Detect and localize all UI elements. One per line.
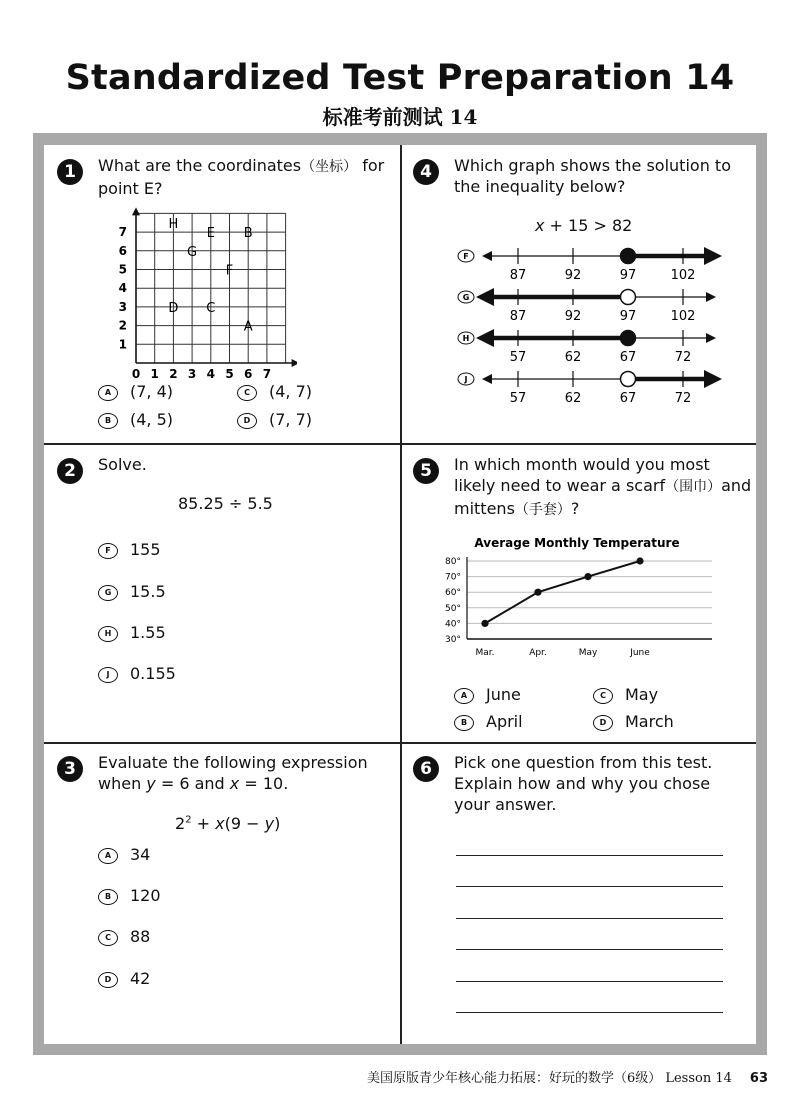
- bubble-letter: G: [462, 293, 470, 302]
- tick-label: 102: [670, 309, 696, 324]
- q1-option-d[interactable]: [237, 410, 312, 429]
- arrow-left: [482, 374, 492, 384]
- x-tick-label: 2: [169, 367, 178, 381]
- option-text: 0.155: [130, 664, 176, 683]
- page-footer: [367, 1067, 768, 1086]
- question-6-number: 6: [413, 756, 439, 782]
- q5-text-e: ?: [570, 499, 580, 518]
- question-1-number: 1: [57, 159, 83, 185]
- q2-option-h[interactable]: [98, 623, 166, 642]
- answer-bubble[interactable]: G: [98, 585, 118, 601]
- option-text: 1.55: [130, 623, 166, 642]
- q1-option-b[interactable]: [98, 410, 173, 429]
- q5-option-b[interactable]: [454, 712, 523, 731]
- q2-option-j[interactable]: [98, 664, 176, 683]
- y-tick-label: 40°: [445, 619, 461, 630]
- answer-bubble[interactable]: A: [454, 688, 474, 704]
- question-5-number: 5: [413, 458, 439, 484]
- question-3-text: [98, 752, 393, 794]
- x-tick-label: Apr.: [529, 648, 547, 658]
- option-text: (7, 4): [130, 382, 174, 401]
- answer-bubble[interactable]: C: [593, 688, 613, 704]
- q4-text-a: Which graph shows the solution to: [454, 156, 731, 175]
- y-tick-label: 60°: [445, 588, 461, 599]
- question-2-text: Solve.: [98, 455, 147, 474]
- question-4-number: 4: [413, 159, 439, 185]
- q5-text-d: mittens: [454, 499, 515, 518]
- x-tick-label: May: [578, 648, 598, 658]
- page-number: 63: [749, 1071, 768, 1086]
- option-text: 15.5: [130, 582, 166, 601]
- y-axis-arrow: [132, 207, 140, 215]
- number-line-g: [458, 288, 716, 324]
- x-tick-label: 0: [131, 367, 141, 381]
- x-axis-arrow: [292, 359, 297, 367]
- option-text: April: [486, 712, 523, 731]
- q6-text-c: your answer.: [454, 795, 557, 814]
- answer-bubble[interactable]: D: [98, 972, 118, 988]
- tick-label: 97: [619, 268, 637, 283]
- data-point-apr: [534, 589, 541, 596]
- option-text: (4, 7): [269, 382, 313, 401]
- page-subtitle: 标准考前测试 14: [322, 105, 478, 129]
- grid-divider-row2: [44, 742, 756, 744]
- q2-option-g[interactable]: [98, 582, 166, 601]
- answer-bubble[interactable]: D: [593, 715, 613, 731]
- question-2-number: 2: [57, 458, 83, 484]
- tick-label: 92: [564, 268, 582, 283]
- expr-close: ): [274, 814, 281, 833]
- x-tick-label: 5: [225, 367, 234, 381]
- question-6-text: [454, 752, 754, 815]
- grid-divider-vertical: [400, 145, 402, 1044]
- answer-bubble[interactable]: B: [98, 889, 118, 905]
- q5-text-cn2: （手套）: [514, 502, 571, 518]
- question-5-text: [454, 454, 754, 521]
- bubble-letter: H: [462, 334, 470, 343]
- answer-bubble[interactable]: C: [237, 385, 257, 401]
- number-line-j: [458, 370, 722, 406]
- coordinate-grid: [112, 203, 297, 383]
- q3-var-x: x: [229, 774, 240, 793]
- grid-divider-row1: [44, 443, 756, 445]
- x-tick-label: 6: [244, 367, 253, 381]
- data-point-mar: [481, 620, 488, 627]
- q1-option-c[interactable]: [237, 382, 312, 401]
- ineq-rest: + 15 > 82: [544, 216, 633, 235]
- x-tick-label: June: [630, 648, 650, 658]
- tick-label: 87: [509, 309, 527, 324]
- tick-label: 57: [509, 350, 527, 365]
- footer-text: 美国原版青少年核心能力拓展：好玩的数学（6级） Lesson 14: [366, 1071, 732, 1086]
- option-text: 42: [130, 969, 151, 988]
- q1-text-a: What are the coordinates: [98, 156, 302, 175]
- arrow-left: [482, 251, 492, 261]
- answer-line[interactable]: [456, 1012, 723, 1013]
- tick-label: 62: [564, 391, 582, 406]
- x-tick-label: 1: [150, 367, 159, 381]
- x-tick-label: 3: [187, 367, 197, 381]
- page-title: Standardized Test Preparation 14: [65, 58, 735, 98]
- expression: [175, 814, 280, 833]
- solution-arrow: [704, 247, 722, 265]
- point-d: D: [168, 300, 179, 316]
- temperature-chart: [440, 532, 725, 662]
- y-tick-label: 80°: [445, 557, 461, 567]
- y-tick-label: 7: [118, 225, 127, 240]
- q2-option-f[interactable]: [98, 540, 161, 559]
- y-tick-label: 4: [118, 281, 127, 296]
- q5-text-cn1: （围巾）: [665, 479, 722, 495]
- answer-bubble[interactable]: J: [98, 667, 118, 683]
- y-tick-label: 6: [118, 243, 127, 258]
- point-g: G: [187, 244, 198, 260]
- q5-option-d[interactable]: [593, 712, 674, 731]
- answer-bubble[interactable]: H: [98, 626, 118, 642]
- answer-line[interactable]: [456, 855, 723, 856]
- q6-text-b: Explain how and why you chose: [454, 774, 711, 793]
- q3-text-d: = 10.: [239, 774, 289, 793]
- point-c: C: [206, 300, 216, 316]
- q4-text-b: the inequality below?: [454, 177, 626, 196]
- number-line-h: [458, 329, 716, 365]
- number-lines: [448, 240, 723, 410]
- point-h: H: [168, 216, 179, 232]
- bubble-letter: J: [464, 375, 468, 384]
- q5-option-c[interactable]: [593, 685, 658, 704]
- y-tick-label: 50°: [445, 603, 461, 614]
- point-e: E: [206, 226, 215, 242]
- q3-option-c[interactable]: [98, 927, 150, 946]
- question-4-text: [454, 155, 749, 197]
- y-tick-label: 5: [118, 262, 127, 277]
- q5-option-a[interactable]: [454, 685, 521, 704]
- inequality: [535, 216, 632, 235]
- q1-text-b: point E?: [98, 179, 163, 198]
- option-text: 34: [130, 845, 151, 864]
- open-point: [621, 290, 636, 305]
- option-text: May: [625, 685, 659, 704]
- answer-bubble[interactable]: F: [98, 543, 118, 559]
- q6-text-a: Pick one question from this test.: [454, 753, 713, 772]
- closed-point: [621, 249, 636, 264]
- y-tick-label: 1: [118, 337, 127, 352]
- solution-arrow: [476, 288, 494, 306]
- chart-title: Average Monthly Temperature: [474, 536, 680, 550]
- expr-exponent: 2: [185, 814, 192, 826]
- point-a: A: [243, 319, 253, 335]
- solution-arrow: [476, 329, 494, 347]
- tick-label: 62: [564, 350, 582, 365]
- expr-x: x: [215, 814, 225, 833]
- q1-text-cn: （坐标）: [301, 159, 358, 175]
- q3-text-c: = 6 and: [155, 774, 230, 793]
- q3-option-a[interactable]: [98, 845, 150, 864]
- y-tick-label: 70°: [445, 572, 461, 583]
- answer-bubble[interactable]: D: [237, 413, 257, 429]
- answer-bubble[interactable]: A: [98, 848, 118, 864]
- tick-label: 72: [674, 350, 692, 365]
- expr-paren: (9 −: [224, 814, 265, 833]
- expr-y: y: [264, 814, 275, 833]
- question-3-number: 3: [57, 756, 83, 782]
- y-tick-label: 2: [118, 318, 127, 333]
- q1-text-for: for: [357, 156, 385, 175]
- arrow-right: [706, 292, 716, 302]
- solution-arrow: [704, 370, 722, 388]
- q3-text-b: when: [98, 774, 147, 793]
- tick-label: 57: [509, 391, 527, 406]
- option-text: 88: [130, 927, 151, 946]
- answer-line[interactable]: [456, 918, 723, 919]
- tick-label: 92: [564, 309, 582, 324]
- q5-text-a: In which month would you most: [454, 455, 710, 474]
- tick-label: 72: [674, 391, 692, 406]
- x-tick-label: 7: [262, 367, 272, 381]
- q5-text-b: likely need to wear a scarf: [454, 476, 666, 495]
- option-text: March: [625, 712, 674, 731]
- x-tick-label: Mar.: [475, 648, 495, 658]
- option-text: 155: [130, 540, 161, 559]
- q1-option-a[interactable]: [98, 382, 173, 401]
- answer-bubble[interactable]: B: [454, 715, 474, 731]
- tick-label: 87: [509, 268, 527, 283]
- tick-label: 97: [619, 309, 637, 324]
- answer-bubble[interactable]: A: [98, 385, 118, 401]
- q3-var-y: y: [146, 774, 156, 793]
- q3-option-b[interactable]: [98, 886, 161, 905]
- answer-line[interactable]: [456, 981, 723, 982]
- answer-bubble[interactable]: C: [98, 930, 118, 946]
- expr-base: 2: [175, 814, 186, 833]
- tick-label: 67: [619, 350, 637, 365]
- y-tick-label: 3: [118, 299, 127, 314]
- q3-text-a: Evaluate the following expression: [98, 753, 368, 772]
- expr-plus: +: [191, 814, 216, 833]
- point-f: F: [225, 263, 234, 279]
- y-tick-label: 30°: [445, 635, 461, 645]
- option-text: June: [486, 685, 521, 704]
- option-text: (7, 7): [269, 410, 313, 429]
- data-point-june: [636, 557, 643, 564]
- q3-option-d[interactable]: [98, 969, 150, 988]
- open-point: [621, 372, 636, 387]
- point-b: B: [243, 226, 253, 242]
- data-point-may: [584, 573, 591, 580]
- x-tick-label: 4: [206, 367, 215, 381]
- bubble-letter: F: [463, 252, 469, 261]
- option-text: 120: [130, 886, 161, 905]
- tick-label: 102: [670, 268, 696, 283]
- q5-text-c: and: [721, 476, 752, 495]
- question-1-text: [98, 155, 393, 199]
- tick-label: 67: [619, 391, 637, 406]
- closed-point: [621, 331, 636, 346]
- ineq-var: x: [535, 216, 545, 235]
- option-text: (4, 5): [130, 410, 174, 429]
- answer-line[interactable]: [456, 949, 723, 950]
- number-line-f: [458, 247, 722, 283]
- arrow-right: [706, 333, 716, 343]
- division-expression: 85.25 ÷ 5.5: [178, 494, 273, 513]
- answer-line[interactable]: [456, 886, 723, 887]
- answer-bubble[interactable]: B: [98, 413, 118, 429]
